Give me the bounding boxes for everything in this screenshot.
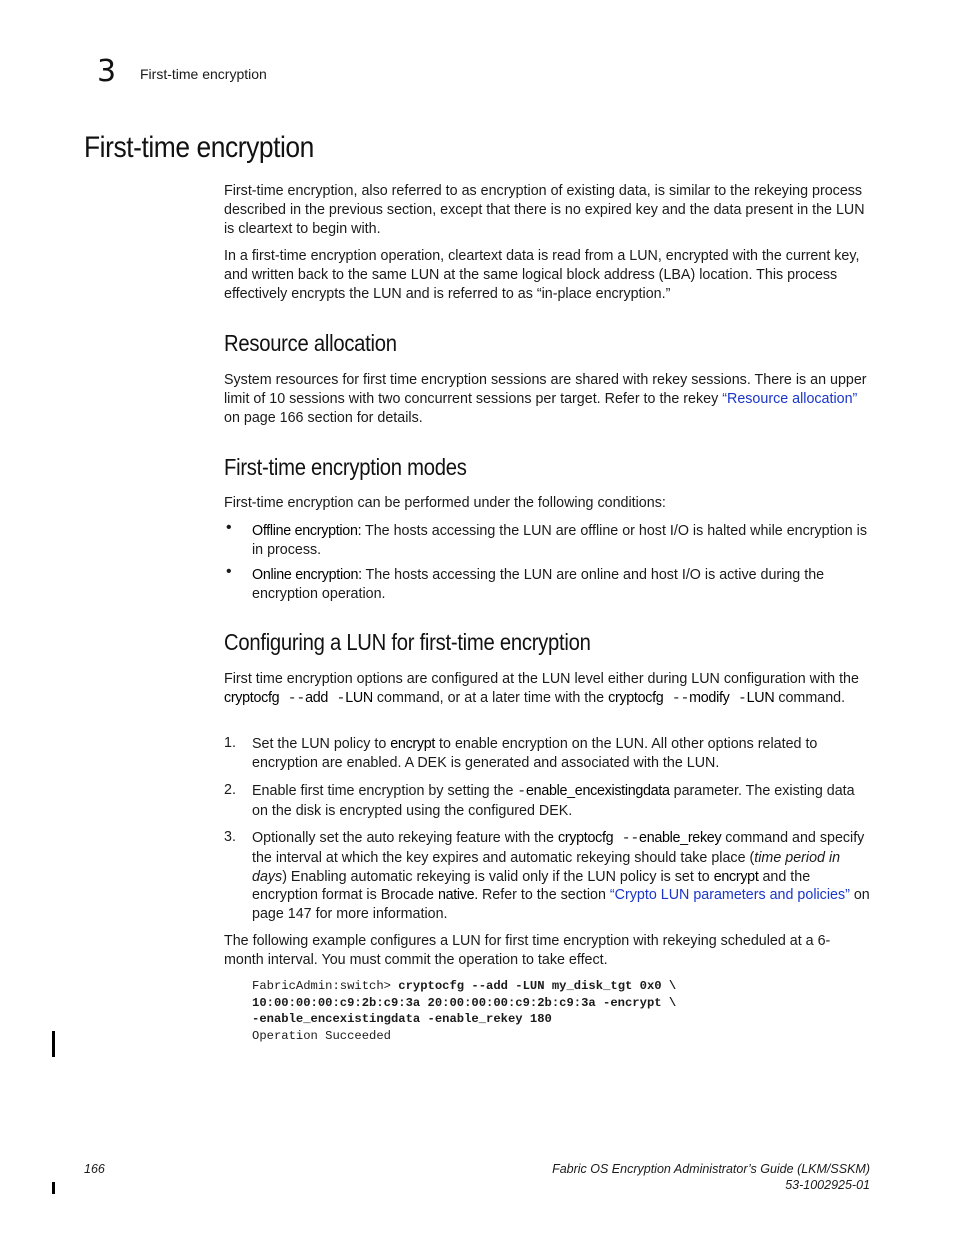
- option-dash: --: [663, 690, 690, 707]
- step-3-text-c: ) Enabling automatic rekeying is valid only if the LUN policy is set to: [282, 868, 714, 885]
- command-lun: LUN: [345, 689, 373, 706]
- footer-doc-number: 53-1002925-01: [785, 1178, 870, 1192]
- command-lun: LUN: [746, 689, 775, 706]
- config-heading: Configuring a LUN for first-time encryption: [224, 629, 591, 655]
- code-prompt: FabricAdmin:switch>: [252, 979, 399, 993]
- bullet-icon: •: [226, 519, 232, 536]
- option-dash: --: [613, 831, 640, 847]
- change-bar: [52, 1182, 55, 1194]
- code-example: [252, 978, 676, 1045]
- bullet-icon: •: [226, 563, 232, 580]
- chapter-number: 3: [97, 54, 117, 89]
- command-native: native.: [437, 887, 478, 904]
- step-3-text-a: Optionally set the auto rekeying feature with the: [252, 830, 558, 846]
- modes-heading: First-time encryption modes: [224, 454, 467, 480]
- resource-allocation-link[interactable]: “Resource allocation”: [722, 390, 858, 407]
- resource-text-before: System resources for first time encryption sessions are shared with rekey sessions. There is an upper limit of 10 sessions with two concurrent sessions per target. Refer to the rekey: [224, 372, 867, 407]
- code-line-1: cryptocfg --add -LUN my_disk_tgt 0x0 \: [398, 979, 677, 993]
- change-bar: [52, 1031, 55, 1057]
- step-2: [252, 782, 870, 821]
- code-line-2: 10:00:00:00:c9:2b:c9:3a 20:00:00:00:c9:2b:c9:3a -encrypt \: [252, 995, 677, 1010]
- step-3-text-b: command and specify the interval at which the key expires and automatic rekeying should take place (: [252, 830, 865, 866]
- offline-text: The hosts accessing the LUN are offline or host I/O is halted while encryption is in process.: [252, 523, 867, 558]
- step-3-text-d: and the encryption format is Brocade: [252, 868, 811, 904]
- online-term: Online encryption:: [252, 567, 362, 583]
- online-text: The hosts accessing the LUN are online and host I/O is active during the encryption operation.: [252, 567, 825, 602]
- modes-intro: First-time encryption can be performed under the following conditions:: [224, 495, 666, 511]
- command-cryptocfg: cryptocfg: [224, 689, 280, 706]
- resource-paragraph: [224, 371, 869, 427]
- config-text-a: First time encryption options are configured at the LUN level either during LUN configuration with the: [224, 671, 859, 687]
- command-encrypt: encrypt: [390, 736, 436, 752]
- command-enable-rekey: enable_rekey: [639, 830, 722, 846]
- step-1-text-a: Set the LUN policy to: [252, 736, 391, 752]
- resource-heading: Resource allocation: [224, 330, 397, 356]
- step-number: 2.: [224, 782, 236, 798]
- offline-term: Offline encryption:: [252, 523, 362, 539]
- step-3-text-f: on page 147 for more information.: [252, 887, 870, 923]
- code-line-3: -enable_encexistingdata -enable_rekey 180: [252, 1012, 552, 1027]
- config-paragraph: [224, 670, 869, 709]
- chapter-label: First-time encryption: [140, 66, 267, 82]
- option-dash: -: [729, 690, 747, 707]
- step-number: 1.: [224, 735, 236, 751]
- page-number: 166: [84, 1162, 105, 1176]
- command-cryptocfg: cryptocfg: [557, 830, 614, 846]
- step-2-text-b: parameter. The existing data on the disk is encrypted using the configured DEK.: [252, 783, 855, 819]
- step-3-text-e: Refer to the section: [477, 887, 610, 904]
- command-add: add: [305, 689, 329, 706]
- step-1: [252, 735, 870, 773]
- resource-text-after: on page 166 section for details.: [224, 409, 423, 426]
- crypto-lun-parameters-link[interactable]: “Crypto LUN parameters and policies”: [609, 887, 850, 904]
- page-title: First-time encryption: [84, 131, 314, 164]
- intro-paragraph-1: First-time encryption, also referred to as encryption of existing data, is similar to the rekeying process described in the previous section, except that there is no expired key and the data present in the LUN is cleartext to begin with.: [224, 183, 865, 237]
- intro-paragraph-2: In a first-time encryption operation, cleartext data is read from a LUN, encrypted with the current key, and written back to the same LUN at the same logical block address (LBA) location. This process effectively encrypts the LUN and is referred to as “in-place encryption.”: [224, 248, 860, 302]
- list-item-online: [252, 566, 870, 604]
- list-item-offline: [252, 522, 870, 560]
- code-line-4: Operation Succeeded: [252, 1029, 391, 1044]
- option-dash: -: [328, 690, 346, 707]
- option-dash: --: [279, 690, 306, 707]
- footer-doc-title: Fabric OS Encryption Administrator’s Guide (LKM/SSKM): [552, 1162, 870, 1176]
- step-1-text-b: to enable encryption on the LUN. All other options related to encryption are enabled. A DEK is generated and associated with the LUN.: [252, 736, 818, 771]
- command-cryptocfg: cryptocfg: [608, 689, 664, 706]
- example-intro: The following example configures a LUN for first time encryption with rekeying scheduled at a 6-month interval. You must commit the operation to take effect.: [224, 933, 831, 968]
- step-3-italic: time period in days: [252, 849, 841, 885]
- command-enable-encexistingdata: enable_encexistingdata: [526, 783, 670, 799]
- command-modify: modify: [689, 689, 730, 706]
- config-text-c: command.: [774, 689, 846, 706]
- command-encrypt: encrypt: [713, 868, 759, 885]
- step-2-text-a: Enable first time encryption by setting the: [252, 783, 518, 799]
- step-number: 3.: [224, 829, 236, 845]
- option-dash: -: [517, 784, 527, 800]
- step-3: [252, 829, 870, 924]
- config-text-b: command, or at a later time with the: [372, 689, 609, 706]
